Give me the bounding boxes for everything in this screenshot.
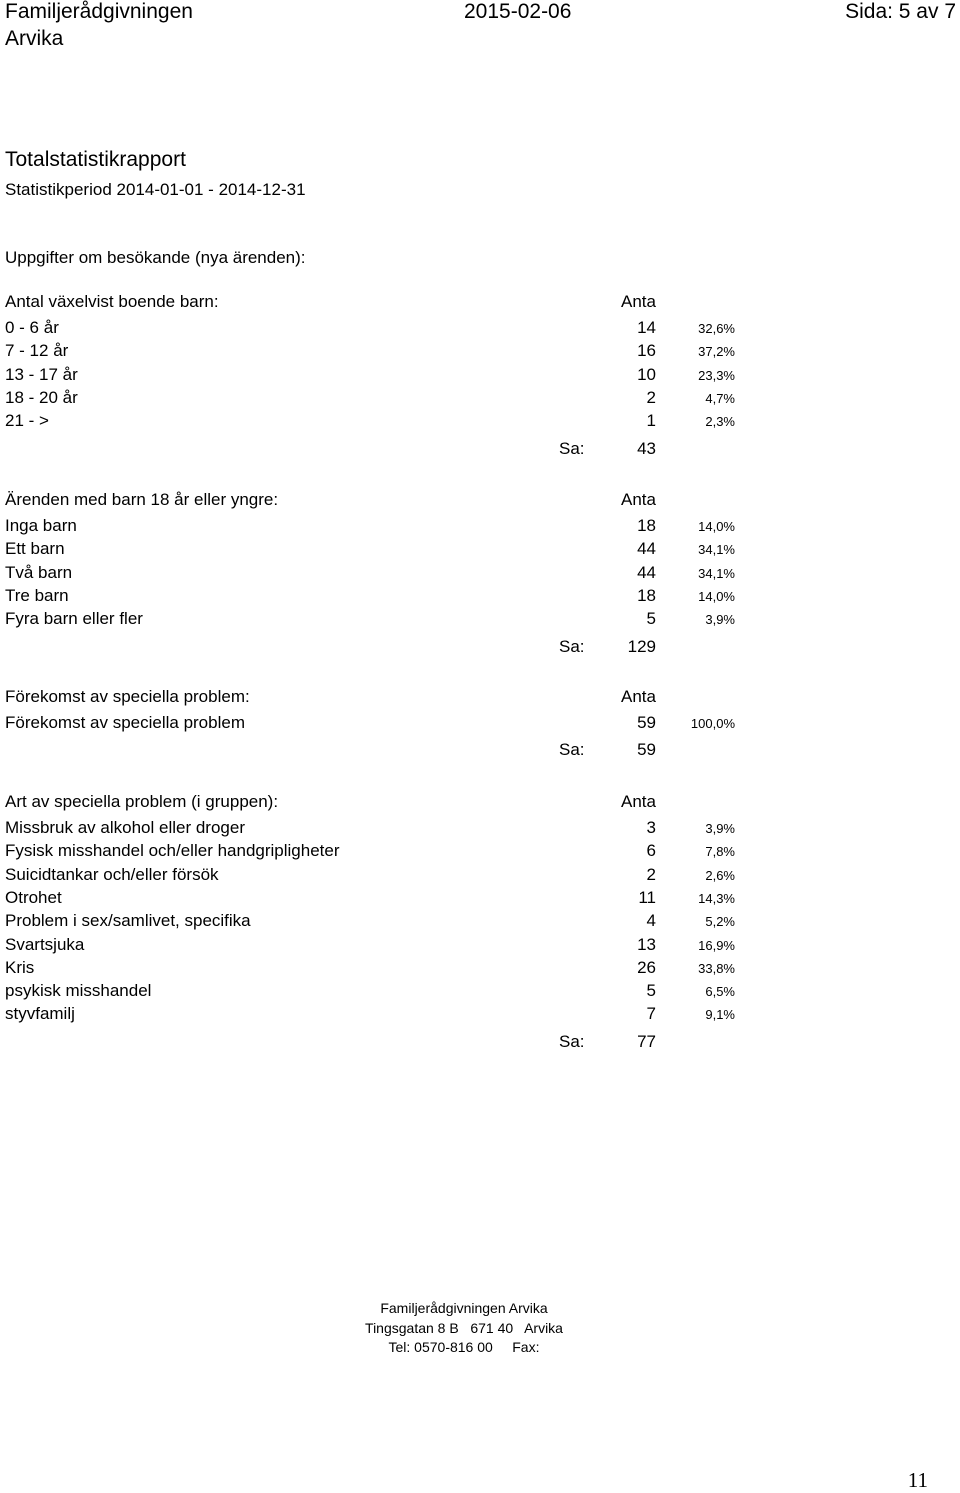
row-label: 0 - 6 år (5, 318, 59, 337)
row-label: Missbruk av alkohol eller droger (5, 818, 245, 837)
row-percent: 2,3% (705, 414, 735, 430)
row-count: 6 (646, 841, 656, 861)
row-label: 13 - 17 år (5, 364, 78, 384)
row-label: psykisk misshandel (5, 981, 152, 1001)
table-row (0, 818, 960, 840)
row-percent: 23,3% (698, 367, 735, 383)
report-title: Totalstatistikrapport (5, 148, 186, 171)
row-label: Ett barn (5, 539, 65, 559)
row-label: Förekomst av speciella problem (5, 713, 245, 732)
row-percent: 100,0% (690, 716, 735, 731)
section-title: Art av speciella problem (i gruppen): (5, 792, 279, 811)
row-label: 21 - > (5, 411, 49, 431)
row-percent: 5,2% (705, 914, 735, 930)
count-column-header: Anta (621, 687, 656, 706)
sum-label: Sa: (559, 1031, 585, 1051)
row-percent: 34,1% (698, 542, 735, 558)
row-label: Suicidtankar och/eller försök (5, 864, 219, 884)
table-row (0, 516, 960, 538)
row-count: 7 (646, 1004, 656, 1024)
table-row (0, 388, 960, 410)
table-row (0, 911, 960, 933)
row-count: 5 (646, 981, 656, 1001)
section-header (0, 792, 960, 814)
section-header (0, 687, 960, 709)
org-name: Familjerådgivningen (5, 0, 193, 23)
row-count: 10 (637, 364, 656, 384)
row-count: 11 (638, 887, 656, 907)
row-count: 59 (637, 713, 656, 732)
sum-label: Sa: (559, 438, 585, 458)
row-count: 18 (637, 585, 656, 605)
row-percent: 34,1% (698, 565, 735, 581)
row-percent: 3,9% (705, 612, 735, 628)
row-label: Fysisk misshandel och/eller handgripligheter (5, 841, 340, 861)
table-row (0, 713, 960, 735)
count-column-header: Anta (621, 292, 656, 311)
report-period: Statistikperiod 2014-01-01 - 2014-12-31 (5, 180, 306, 199)
row-percent: 16,9% (698, 937, 735, 953)
row-count: 18 (637, 516, 656, 535)
table-row (0, 411, 960, 433)
row-count: 2 (646, 387, 656, 407)
row-label: Inga barn (5, 516, 77, 535)
row-percent: 9,1% (705, 1007, 735, 1023)
city-name: Arvika (5, 27, 64, 50)
row-label: 7 - 12 år (5, 341, 69, 361)
table-row (0, 935, 960, 957)
row-count: 26 (637, 957, 656, 977)
row-label: styvfamilj (5, 1004, 75, 1024)
table-row (0, 586, 960, 608)
row-label: Två barn (5, 562, 73, 582)
table-row (0, 841, 960, 863)
table-row (0, 609, 960, 631)
row-label: Tre barn (5, 585, 69, 605)
footer-org: Familjerådgivningen Arvika (380, 1300, 548, 1316)
row-label: Problem i sex/samlivet, specifika (5, 911, 251, 931)
sum-value: 43 (637, 438, 656, 458)
report-heading: Uppgifter om besökande (nya ärenden): (5, 248, 306, 267)
table-row (0, 318, 960, 340)
report-date: 2015-02-06 (464, 0, 572, 23)
footer-phone: Tel: 0570-816 00 Fax: (388, 1339, 540, 1355)
section-header (0, 490, 960, 512)
row-percent: 37,2% (698, 344, 735, 360)
table-row (0, 888, 960, 910)
row-label: Otrohet (5, 887, 62, 907)
row-percent: 33,8% (698, 960, 735, 976)
row-count: 13 (637, 934, 656, 954)
row-percent: 2,6% (705, 867, 735, 883)
row-count: 44 (637, 562, 656, 582)
sum-row (0, 637, 960, 659)
table-row (0, 563, 960, 585)
row-label: Svartsjuka (5, 934, 85, 954)
count-column-header: Anta (621, 490, 656, 509)
count-column-header: Anta (621, 792, 656, 811)
table-row (0, 865, 960, 887)
row-count: 14 (637, 318, 656, 337)
row-percent: 14,0% (698, 588, 735, 604)
row-percent: 3,9% (705, 821, 735, 836)
table-row (0, 539, 960, 561)
sum-label: Sa: (559, 740, 585, 760)
section-title: Förekomst av speciella problem: (5, 687, 250, 706)
row-label: Fyra barn eller fler (5, 609, 143, 629)
sum-row (0, 439, 960, 461)
table-row (0, 958, 960, 980)
row-percent: 4,7% (705, 390, 735, 406)
page-indicator: Sida: 5 av 7 (845, 0, 956, 23)
row-percent: 14,0% (698, 519, 735, 534)
row-count: 5 (646, 609, 656, 629)
row-percent: 7,8% (705, 844, 735, 860)
section-title: Antal växelvist boende barn: (5, 292, 219, 311)
sum-value: 129 (627, 636, 656, 656)
table-row (0, 1004, 960, 1026)
row-label: Kris (5, 957, 35, 977)
row-count: 44 (637, 539, 656, 559)
page-number: 11 (907, 1468, 928, 1492)
row-percent: 14,3% (698, 890, 735, 906)
row-percent: 6,5% (705, 984, 735, 1000)
section-title: Ärenden med barn 18 år eller yngre: (5, 490, 279, 509)
table-row (0, 981, 960, 1003)
section-header (0, 292, 960, 314)
row-count: 1 (646, 411, 656, 431)
row-count: 2 (646, 864, 656, 884)
sum-value: 59 (637, 740, 656, 760)
row-count: 3 (646, 818, 656, 837)
footer-address: Tingsgatan 8 B 671 40 Arvika (365, 1320, 563, 1336)
row-count: 4 (646, 911, 656, 931)
sum-row (0, 1032, 960, 1054)
row-label: 18 - 20 år (5, 387, 78, 407)
row-count: 16 (637, 341, 656, 361)
table-row (0, 365, 960, 387)
table-row (0, 341, 960, 363)
sum-row (0, 740, 960, 762)
row-percent: 32,6% (698, 321, 735, 336)
sum-value: 77 (637, 1031, 656, 1051)
sum-label: Sa: (559, 636, 585, 656)
